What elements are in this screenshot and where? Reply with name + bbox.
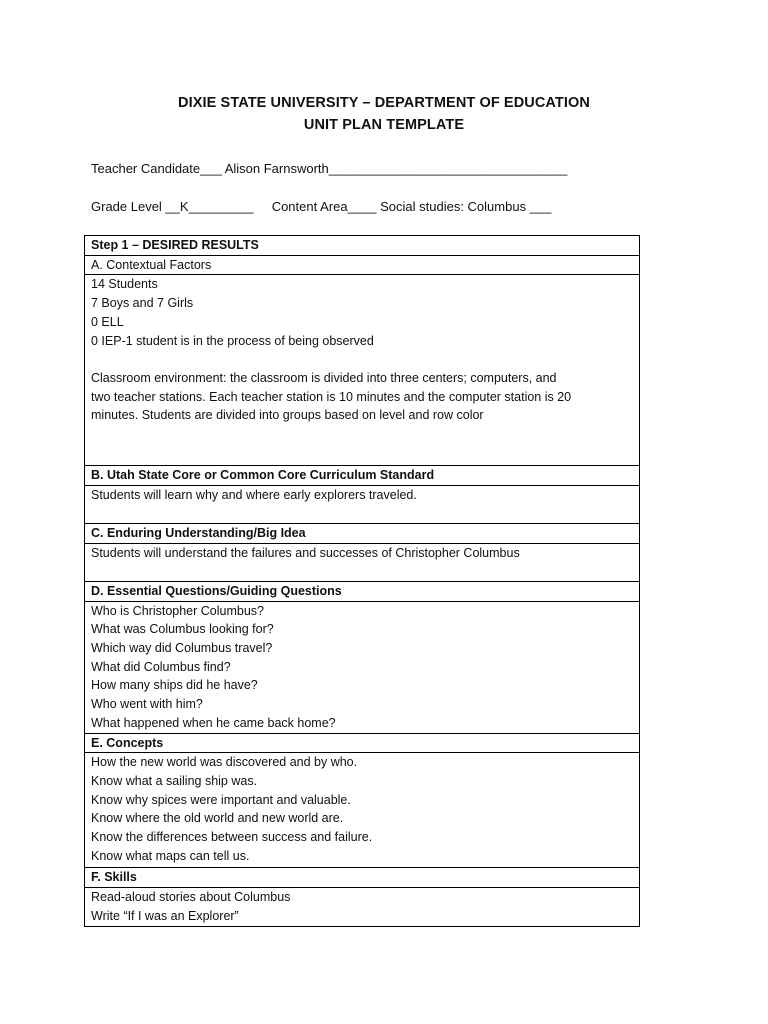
step1-header: Step 1 – DESIRED RESULTS xyxy=(85,236,640,256)
text-line: Read-aloud stories about Columbus xyxy=(91,889,291,904)
document-subtitle: UNIT PLAN TEMPLATE xyxy=(303,117,465,133)
text-line: How the new world was discovered and by who. xyxy=(91,755,358,770)
text-line: What happened when he came back home? xyxy=(91,715,336,730)
unit-plan-table xyxy=(84,235,640,927)
text-line: Which way did Columbus travel? xyxy=(91,640,273,655)
section-a-header: A. Contextual Factors xyxy=(85,255,640,275)
section-f-header: F. Skills xyxy=(85,868,640,888)
text-line: 7 Boys and 7 Girls xyxy=(91,296,194,311)
section-c-header: C. Enduring Understanding/Big Idea xyxy=(85,524,640,544)
section-d-header: D. Essential Questions/Guiding Questions xyxy=(85,581,640,601)
text-line: How many ships did he have? xyxy=(91,678,258,693)
section-b-header: B. Utah State Core or Common Core Curriculum Standard xyxy=(85,466,640,486)
text-line: minutes. Students are divided into groups based on level and row color xyxy=(91,408,484,423)
text-line: Know why spices were important and valuable. xyxy=(91,792,351,807)
section-d-content xyxy=(85,601,640,733)
text-line: Classroom environment: the classroom is divided into three centers; computers, and xyxy=(91,370,557,385)
text-line: 14 Students xyxy=(91,277,158,292)
text-line: Students will learn why and where early explorers traveled. xyxy=(91,488,417,503)
section-b-content xyxy=(85,486,640,524)
teacher-candidate-line: Teacher Candidate___ Alison Farnsworth_________________________________ xyxy=(91,161,568,176)
text-line: Know what a sailing ship was. xyxy=(91,773,258,788)
section-e-header: E. Concepts xyxy=(85,733,640,753)
text-line: Know the differences between success and failure. xyxy=(91,830,373,845)
text-line: Students will understand the failures and successes of Christopher Columbus xyxy=(91,545,520,560)
text-line: Write “If I was an Explorer” xyxy=(91,908,239,923)
section-f-content xyxy=(85,887,640,926)
text-line: two teacher stations. Each teacher station is 10 minutes and the computer station is 20 xyxy=(91,389,572,404)
text-line: Who is Christopher Columbus? xyxy=(91,603,264,618)
text-line: 0 IEP-1 student is in the process of being observed xyxy=(91,333,374,348)
text-line: Who went with him? xyxy=(91,697,203,712)
section-e-content xyxy=(85,753,640,868)
text-line: 0 ELL xyxy=(91,314,124,329)
section-a-content xyxy=(85,275,640,466)
section-c-content xyxy=(85,543,640,581)
text-line: Know what maps can tell us. xyxy=(91,848,250,863)
document-title: DIXIE STATE UNIVERSITY – DEPARTMENT OF EDUCATION xyxy=(178,95,590,111)
text-line: What did Columbus find? xyxy=(91,659,231,674)
spacer xyxy=(91,350,633,369)
grade-content-line: Grade Level __K_________ Content Area____ Social studies: Columbus ___ xyxy=(91,199,552,214)
text-line: Know where the old world and new world are. xyxy=(91,811,344,826)
text-line: What was Columbus looking for? xyxy=(91,622,274,637)
